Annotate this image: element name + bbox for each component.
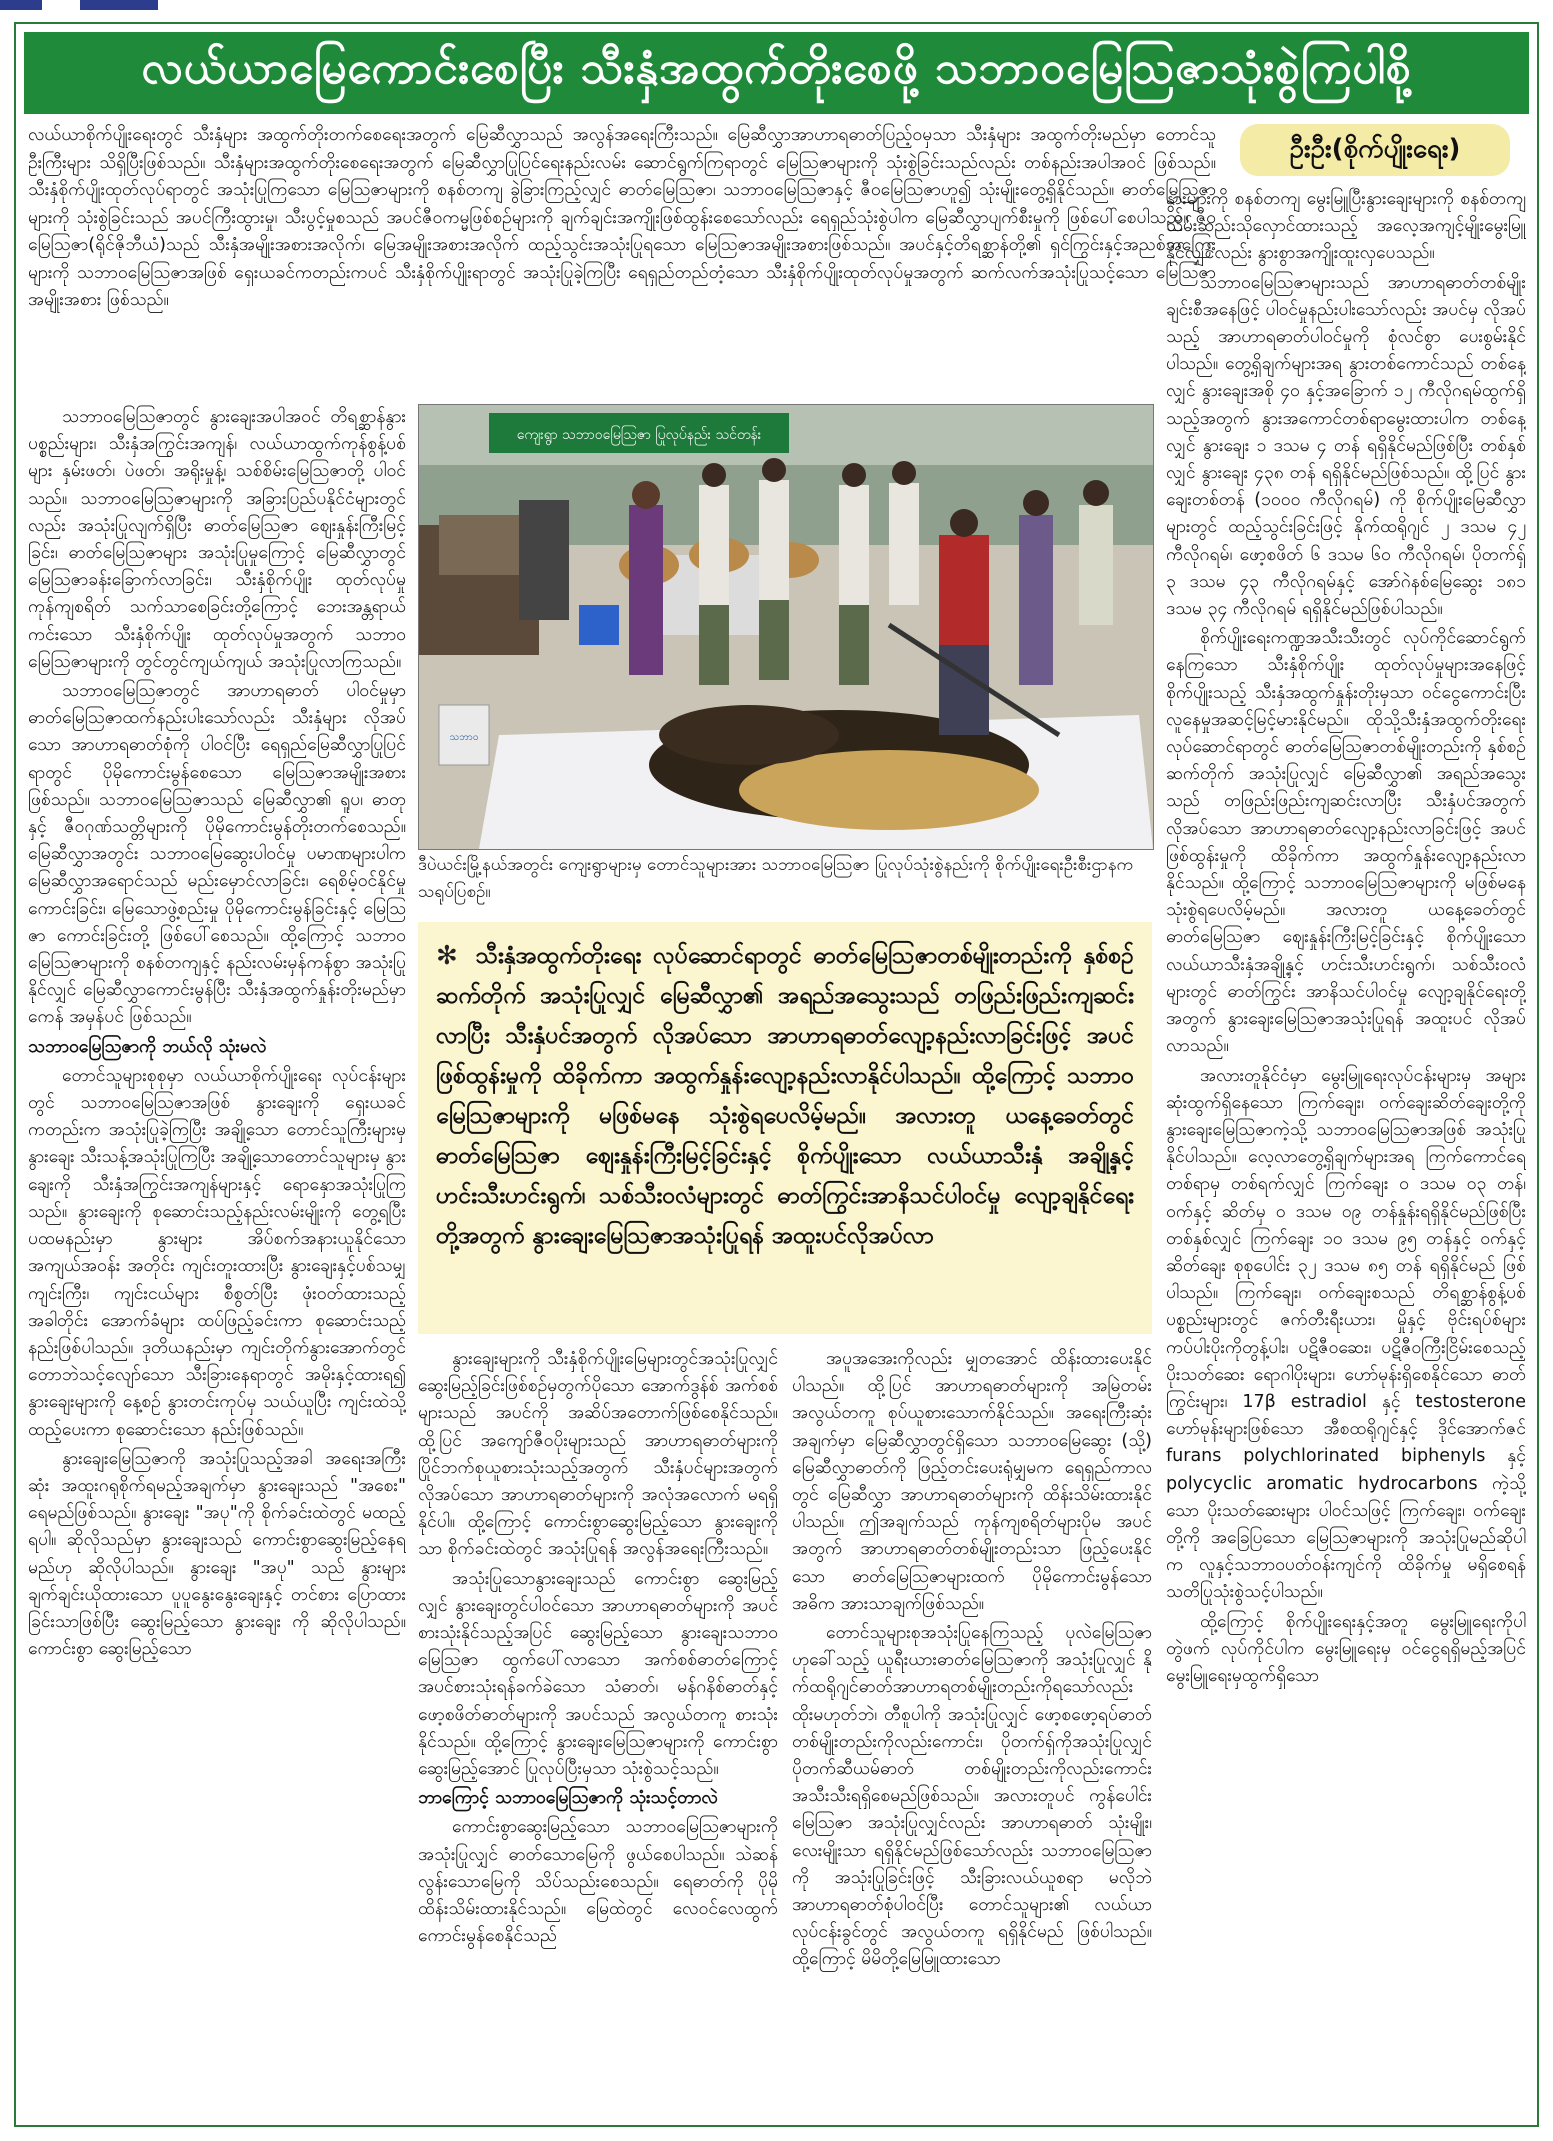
top-color-bar [0,0,1553,10]
section-heading: ဘာကြောင့် သဘာဝမြေဩဇာကို သုံးသင့်တာလဲ [418,1788,718,1809]
paragraph: သဘာဝမြေဩဇာတွင် အာဟာရဓာတ် ပါဝင်မှုမှာ ဓာတ်မြေဩဇာထက်နည်းပါးသော်လည်း သီးနှံများ လိုအပ်သော အာဟာရဓာတ်စုံကို ပါဝင်ပြီး ရေရှည်မြေဆီလွှာပြုပြင်ရာတွင် ပိုမိုကောင်းမွန်စေသော မြေဩဇာအမျိုးအစား ဖြစ်သည်။ သဘာဝမြေဩဇာသည် မြေဆီလွှာ၏ ရူပ၊ ဓာတုနှင့် ဇီဝဂုဏ်သတ္တိများကို ပိုမိုကောင်းမွန်တိုးတက်စေသည်။ မြေဆီလွှာအတွင်း သဘာဝမြေဆွေးပါဝင်မှု ပမာဏများပါက မြေဆီလွှာအရောင်သည် မည်းမှောင်လာခြင်း၊ ရေစိမ့်ဝင်နိုင်မှုကောင်းခြင်း၊ မြေသောဖွဲ့စည်းမှု ပိုမိုကောင်းမွန်ခြင်းနှင့် မြေသြဇာ ကောင်းခြင်းတို့ ဖြစ်ပေါ်စေသည်။ ထို့ကြောင့် သဘာဝမြေဩဇာများကို စနစ်တကျနှင့် နည်းလမ်းမှန်ကန်စွာ အသုံးပြုနိုင်လျှင် မြေဆီလွှာကောင်းမွန်ပြီး သီးနှံအထွက်နှုန်းတိုးမည်မှာ ကေန် အမှန်ပင် ဖြစ်သည်။ [28,681,406,1028]
news-photo [418,404,1154,850]
paragraph: တောင်သူများစုအသုံးပြုနေကြသည့် ပုလဲမြေဩဇာဟုခေါ်သည့် ယူရီးယားဓာတ်မြေဩဇာကို အသုံးပြုလျှင် နိုက်ထရိုဂျင်ဓာတ်အာဟာရတစ်မျိုးတည်းကိုရသော်လည်း ထိုးမဟုတ်ဘဲ၊ တီစူပါကို အသုံးပြုလျှင် ဖော့စဖော့ရပ်ဓာတ်တစ်မျိုးတည်းကိုလည်းကောင်း၊ ပိုတက်ရှ်ကိုအသုံးပြုလျှင် ပိုတက်ဆီယမ်ဓာတ် တစ်မျိုးတည်းကိုလည်းကောင်း အသီးသီးရရှိစေမည်ဖြစ်သည်။ အလားတူပင် ကွန်ပေါင်းမြေဩဇာ အသုံးပြုလျှင်လည်း အာဟာရဓာတ် သုံးမျိုး၊ လေးမျိုးသာ ရရှိနိုင်မည်ဖြစ်သော်လည်း သဘာဝမြေဩဇာကို အသုံးပြုခြင်းဖြင့် သီးခြားလယ်ယူစရာ မလိုဘဲ အာဟာရဓာတ်စုံပါဝင်ပြီး တောင်သူများ၏ လယ်ယာလုပ်ငန်းခွင်တွင် အလွယ်တကူ ရရှိနိုင်မည် ဖြစ်ပါသည်။ ထို့ကြောင့် မိမိတို့မြေမြူထားသော [792,1623,1152,1970]
paragraph: ကောင်းစွာဆွေးမြည့်သော သဘာဝမြေဩဇာများကို အသုံးပြုလျှင် ဓာတ်သောမြေကို ဖွယ်စေပါသည်။ သဲဆန်လွန်းသောမြေကို သိပ်သည်းစေသည်။ ရေဓာတ်ကို ပိုမိုထိန်းသိမ်းထားနိုင်သည်။ မြေထဲတွင် လေဝင်လေထွက် ကောင်းမွန်စေနိုင်သည် [418,1817,778,1947]
column-middle-b [792,1346,1152,2116]
asterisk-icon: ✻ [436,941,458,971]
paragraph: အလားတူနိုင်ငံမှာ မွေးမြူရေးလုပ်ငန်းများမှ အများဆုံးထွက်ရှိနေသော ကြက်ချေး၊ ဝက်ချေးဆိတ်ချေးတို့ကို နွားချေးမြေဩဇာကဲ့သို့ သဘာဝမြေဩဇာအဖြစ် အသုံးပြုနိုင်ပါသည်။ လေ့လာတွေ့ရှိချက်များအရ ကြက်ကောင်ရေတစ်ရာမှ တစ်ရက်လျှင် ကြက်ချေး ၀ ဒသမ ၀၃ တန်၊ ဝက်နှင့် ဆိတ်မှ ၀ ဒသမ ၀၉ တန်နှုန်းရရှိနိုင်မည်ဖြစ်ပြီး တစ်နှစ်လျှင် ကြက်ချေး ၁၀ ဒသမ ၉၅ တန်နှင့် ဝက်နှင့်ဆိတ်ချေး စုစုပေါင်း ၃၂ ဒသမ ၈၅ တန် ရရှိနိုင်မည် ဖြစ်ပါသည်။ ကြက်ချေး၊ ဝက်ချေးစသည် တိရစ္ဆာန်စွန့်ပစ်ပစ္စည်းများတွင် ဇက်တီးရီးယား၊ မှိုနှင့် ဗိုင်းရပ်စ်များ ကပ်ပါးပိုးကိုတွန့်ပါး၊ ပဋိဇီဝဆေး၊ ပဋိဇီဝကြီးငြိမ်းစေသည့် ပိုးသတ်ဆေး ရောဂါပိုးများ၊ ဟော်မုန်းရှိစေနိုင်သော ဓာတ်ကြွင်းများ၊ 17β estradiol နှင့် testosterone ဟော်မုန်းများဖြစ်သော အီစထရိုဂျင်နှင့် ဒိုင်အောက်ဇင် furans polychlorinated biphenyls နှင့် polycyclic aromatic hydrocarbons ကဲ့သို့သော ပိုးသတ်ဆေးများ ပါဝင်သဖြင့် ကြက်ချေး၊ ဝက်ချေးတို့ကို အခြေပြသော မြေဩဇာများကို အသုံးပြုမည်ဆိုပါက လူနှင့်သဘာဝပတ်ဝန်းကျင်ကို ထိခိုက်မှု မရှိစေရန် သတိပြုသုံးစွဲသင့်ပါသည်။ [1166,1065,1526,1603]
paragraph: သဘာဝမြေဩဇာတွင် နွားချေးအပါအဝင် တိရစ္ဆာန်နွားပစ္စည်းများ၊ သီးနှံအကြွင်းအကျန်၊ လယ်ယာထွက်ကုန်စွန့်ပစ်များ နှမ်းဖတ်၊ ပဲဖတ်၊ အရိုးမှုန့်၊ သစ်စိမ်းမြေဩဇာတို့ ပါဝင်သည်။ သဘာဝမြေဩဇာများကို အခြားပြည်ပနိုင်ငံများတွင်လည်း အသုံးပြုလျက်ရှိပြီး ဓာတ်မြေဩဇာ ဈေးနှုန်းကြီးမြင့်ခြင်း၊ ဓာတ်မြေဩဇာများ အသုံးပြုမှုကြောင့် မြေဆီလွှာတွင် မြေဩဇာခန်းခြောက်လာခြင်း၊ သီးနှံစိုက်ပျိုး ထုတ်လုပ်မှု ကုန်ကျစရိတ် သက်သာစေခြင်းတို့ကြောင့် ဘေးအန္တရာယ်ကင်းသော သီးနှံစိုက်ပျိုး ထုတ်လုပ်မှုအတွက် သဘာဝမြေဩဇာများကို တွင်တွင်ကျယ်ကျယ် အသုံးပြုလာကြသည်။ [28,407,406,672]
column-middle-a [418,1346,778,2116]
paragraph: အပူအအေးကိုလည်း မျှတအောင် ထိန်းထားပေးနိုင်ပါသည်။ ထို့ပြင် အာဟာရဓာတ်များကို အမြဲတမ်း အလွယ်တကူ စုပ်ယူစားသောက်နိုင်သည်။ အရေးကြီးဆုံးအချက်မှာ မြေဆီလွှာတွင်ရှိသော သဘာဝမြေဆွေး (သို့) မြေဆီလွှာဓာတ်ကို ဖြည့်တင်းပေးရုံမျှမက ရေရှည်ကာလတွင် မြေဆီလွှာ အာဟာရဓာတ်များကို ထိန်းသိမ်းထားနိုင်ပါသည်။ ဤအချက်သည် ကုန်ကျစရိတ်များပိုမ အပင်အတွက် အာဟာရဓာတ်တစ်မျိုးတည်းသာ ဖြည့်ပေးနိုင်သော ဓာတ်မြေဩဇာများထက် ပိုမိုကောင်းမွန်သော အဓိက အားသာချက်ဖြစ်သည်။ [792,1349,1152,1614]
photo-illustration [419,405,1153,849]
paragraph: စိုက်ပျိုးရေးကဏ္ဍအသီးသီးတွင် လုပ်ကိုင်ဆောင်ရွက်နေကြသော သီးနှံစိုက်ပျိုး ထုတ်လုပ်မှုများအနေဖြင့် စိုက်ပျိုးသည့် သီးနှံအထွက်နှုန်းတိုးမှသာ ဝင်ငွေကောင်းပြီး လူနေမှုအဆင့်မြင့်မားနိုင်မည်။ ထိုသို့သီးနှံအထွက်တိုးရေး လုပ်ဆောင်ရာတွင် ဓာတ်မြေဩဇာတစ်မျိုးတည်းကို နှစ်စဉ်ဆက်တိုက် အသုံးပြုလျှင် မြေဆီလွှာ၏ အရည်အသွေးသည် တဖြည်းဖြည်းကျဆင်းလာပြီး သီးနှံပင်အတွက် လိုအပ်သော အာဟာရဓာတ်လျော့နည်းလာခြင်းဖြင့် အပင်ဖြစ်ထွန်းမှုကို ထိခိုက်ကာ အထွက်နှုန်းလျော့နည်းလာနိုင်သည်။ ထို့ကြောင့် သဘာဝမြေဩဇာများကို မဖြစ်မနေ သုံးစွဲရပေလိမ့်မည်။ အလားတူ ယနေ့ခေတ်တွင် ဓာတ်မြေဩဇာ ဈေးနှုန်းကြီးမြင့်ခြင်းနှင့် စိုက်ပျိုးသော လယ်ယာသီးနှံအချို့နှင့် ဟင်းသီးဟင်းရွက်၊ သစ်သီးဝလံများတွင် ဓာတ်ကြွင်း အာနိသင်ပါဝင်မှု လျော့ချနိုင်ရေးတို့အတွက် နွားချေးမြေဩဇာအသုံးပြုရန် အထူးပင် လိုအပ်လာသည်။ [1166,628,1526,1057]
paragraph: နွားချေးမြေဩဇာကို အသုံးပြုသည့်အခါ အရေးအကြီးဆုံး အထူးဂရုစိုက်ရမည့်အချက်မှာ နွားချေးသည် "အစေး" ရေမည်ဖြစ်သည်။ နွားချေး "အပု"ကို စိုက်ခင်းထဲတွင် မထည့်ရပါ။ ဆိုလိုသည်မှာ နွားချေးသည် ကောင်းစွာဆွေးမြည့်နေရမည်ဟု ဆိုလိုပါသည်။ နွားချေး "အပု" သည် နွားများ ချက်ချင်းယိုထားသော ပူပူနွေးနွေးချေးနှင့် တင်စား ပြောထားခြင်းသာဖြစ်ပြီး ဆွေးမြည့်သော နွားချေး ကို ဆိုလိုပါသည်။ ကောင်းစွာ ဆွေးမြည့်သော [28,1448,406,1660]
paragraph: အသုံးပြုသောနွားချေးသည် ကောင်းစွာ ဆွေးမြည့်လျှင် နွားချေးတွင်ပါဝင်သော အာဟာရဓာတ်များကို အပင်စားသုံးနိုင်သည့်အပြင် ဆွေးမြည့်သော နွားချေးသဘာဝမြေဩဇာ ထွက်ပေါ်လာသော အက်စစ်ဓာတ်ကြောင့် အပင်စားသုံးရန်ခက်ခဲသော သံဓာတ်၊ မန်ဂနိစ်ဓာတ်နှင့် ဖော့စဖိတ်ဓာတ်များကို အပင်သည် အလွယ်တကူ စားသုံးနိုင်သည်။ ထို့ကြောင့် နွားချေးမြေဩဇာများကို ကောင်းစွာဆွေးမြည့်အောင် ပြုလုပ်ပြီးမှသာ သုံးစွဲသင့်သည်။ [418,1568,778,1780]
lead-paragraph [28,122,1216,394]
top-bar-block [0,0,42,10]
page-title: လယ်ယာမြေကောင်းစေပြီး သီးနှံအထွက်တိုးစေဖို့ သဘာဝမြေဩဇာသုံးစွဲကြပါစို့ [24,32,1529,114]
pull-quote [418,922,1152,1334]
paragraph: တောင်သူများစုစုမှာ လယ်ယာစိုက်ပျိုးရေး လုပ်ငန်းများတွင် သဘာဝမြေဩဇာအဖြစ် နွားချေးကို ရှေးယခင်ကတည်းက အသုံးပြုခဲ့ကြပြီး အချို့သော တောင်သူကြီးများမှ နွားချေး သီးသန့်အသုံးပြုကြပြီး အချို့သောတောင်သူများမှ နွားချေးကို သီးနှံအကြွင်းအကျန်များနှင့် ရောနှောအသုံးပြုကြသည်။ နွားချေးကို စုဆောင်းသည့်နည်းလမ်းမျိုးကို တွေ့ရပြီး ပထမနည်းမှာ နွားများ အိပ်စက်အနားယူနိုင်သော အကျယ်အဝန်း အတိုင်း ကျင်းတူးထားပြီး နွားချေးနှင့်ပစ်သမျှ ကျင်းကြီး၊ ကျင်းငယ်များ စီစွတ်ပြီး ဖုံးဝတ်ထားသည့် အခါတိုင်း အောက်ခံများ ထပ်ဖြည့်ခင်းကာ စုဆောင်းသည့်နည်းဖြစ်ပါသည်။ ဒုတိယနည်းမှာ ကျင်းတိုက်နွားအောက်တွင် တောဘဲသင့်လျော်သော သီးခြားနေရာတွင် အမိုးနှင့်ထားရ၍ နွားချေးများကို နေ့စဉ် နွားတင်းကုပ်မှ သယ်ယူပြီး ကျင်းထဲသို့ ထည့်ပေးကာ စုဆောင်းသော နည်းဖြစ်သည်။ [28,1065,406,1440]
column-left [28,404,406,2116]
section-heading: သဘာဝမြေဩဇာကို ဘယ်လို သုံးမလဲ [28,1036,267,1057]
pull-quote-text: သီးနှံအထွက်တိုးရေး လုပ်ဆောင်ရာတွင် ဓာတ်မြေဩဇာတစ်မျိုးတည်းကို နှစ်စဉ်ဆက်တိုက် အသုံးပြုလျှင် မြေဆီလွှာ၏ အရည်အသွေးသည် တဖြည်းဖြည်းကျဆင်းလာပြီး သီးနှံပင်အတွက် လိုအပ်သော အာဟာရဓာတ်လျော့နည်းလာခြင်းဖြင့် အပင်ဖြစ်ထွန်းမှုကို ထိခိုက်ကာ အထွက်နှုန်းလျော့နည်းလာနိုင်ပါသည်။ ထို့ကြောင့် သဘာဝမြေဩဇာများကို မဖြစ်မနေ သုံးစွဲရပေလိမ့်မည်။ အလားတူ ယနေ့ခေတ်တွင် ဓာတ်မြေဩဇာ ဈေးနှုန်းကြီးမြင့်ခြင်းနှင့် စိုက်ပျိုးသော လယ်ယာသီးနှံ အချို့နှင့် ဟင်းသီးဟင်းရွက်၊ သစ်သီးဝလံများတွင် ဓာတ်ကြွင်းအာနိသင်ပါဝင်မှု လျော့ချနိုင်ရေးတို့အတွက် နွားချေးမြေဩဇာအသုံးပြုရန် အထူးပင်လိုအပ်လာ [436,943,1134,1249]
paragraph: ထို့ကြောင့် စိုက်ပျိုးရေးနှင့်အတူ မွေးမြူရေးကိုပါ တွဲဖက် လုပ်ကိုင်ပါက မွေးမြူရေးမှ ဝင်ငွေရရှိမည့်အပြင် မွေးမြူရေးမှထွက်ရှိသော [1166,1611,1526,1686]
column-right [1166,186,1526,2116]
author-byline: ဦးဦး(စိုက်ပျိုးရေး) [1240,124,1510,176]
top-bar-block [80,0,158,10]
paragraph: သဘာဝမြေဩဇာများသည် အာဟာရဓာတ်တစ်မျိုးချင်းစီအနေဖြင့် ပါဝင်မှုနည်းပါးသော်လည်း အပင်မှ လိုအပ်သည့် အာဟာရဓာတ်ပါဝင်မှုကို စုံလင်စွာ ပေးစွမ်းနိုင်ပါသည်။ တွေ့ရှိချက်များအရ နွားတစ်ကောင်သည် တစ်နေ့လျှင် နွားချေးအစို ၄၀ နှင့်အခြောက် ၁၂ ကီလိုဂရမ်ထွက်ရှိသည့်အတွက် နွားအကောင်တစ်ရာမွေးထားပါက တစ်နေ့လျှင် နွားချေး ၁ ဒသမ ၄ တန် ရရှိနိုင်မည်ဖြစ်ပြီး တစ်နှစ်လျှင် နွားချေး ၄၃၈ တန် ရရှိနိုင်မည်ဖြစ်သည်။ ထို့ပြင် နွားချေးတစ်တန် (၁၀၀၀ ကီလိုဂရမ်) ကို စိုက်ပျိုးမြေဆီလွှာများတွင် ထည့်သွင်းခြင်းဖြင့် နိုက်ထရိုဂျင် ၂ ဒသမ ၄၂ ကီလိုဂရမ်၊ ဖော့စဖိတ် ၆ ဒသမ ၆၀ ကီလိုဂရမ်၊ ပိုတက်ရှ် ၃ ဒသမ ၄၃ ကီလိုဂရမ်နှင့် အော်ဂဲနစ်မြေဆွေး ၁၈၁ ဒသမ ၃၄ ကီလိုဂရမ် ရရှိနိုင်မည်ဖြစ်ပါသည်။ [1166,272,1526,620]
paragraph: နွားချေးများကို သီးနှံစိုက်ပျိုးမြေများတွင်အသုံးပြုလျှင် ဆွေးမြည့်ခြင်းဖြစ်စဉ်မှတွက်ပိုသော အောက်ဒွန်စ် အက်စစ်များသည် အပင်ကို အဆိပ်အတောက်ဖြစ်စေနိုင်သည်။ ထို့ပြင် အကျော်ဇီဝပိုးများသည် အာဟာရဓာတ်များကို ပြိုင်ဘက်စုယူစားသုံးသည့်အတွက် သီးနှံပင်များအတွက် လိုအပ်သော အာဟာရဓာတ်များကို အလုံအလောက် မရရှိနိုင်ပါ။ ထို့ကြောင့် ကောင်းစွာဆွေးမြည့်သော နွားချေးကိုသာ စိုက်ခင်းထဲတွင် အသုံးပြုရန် အလွန်အရေးကြီးသည်။ [418,1349,778,1560]
banner-text: ကျေးရွာ သဘာဝမြေဩဇာ ပြုလုပ်နည်း သင်တန်း [516,427,762,443]
lead-text: လယ်ယာစိုက်ပျိုးရေးတွင် သီးနှံများ အထွက်တိုးတက်စေရေးအတွက် မြေဆီလွှာသည် အလွန်အရေးကြီးသည်။ မြေဆီလွှာအာဟာရဓာတ်ပြည့်ဝမှသာ သီးနှံများ အထွက်တိုးမည်မှာ တောင်သူဦးကြီးများ သိရှိပြီးဖြစ်သည်။ သီးနှံများအထွက်တိုးစေရေးအတွက် မြေဆီလွှာပြုပြင်ရေးနည်းလမ်း ဆောင်ရွက်ကြရာတွင် မြေဩဇာများကို သုံးစွဲခြင်းသည်လည်း တစ်နည်းအပါအဝင် ဖြစ်သည်။ သီးနှံစိုက်ပျိုးထုတ်လုပ်ရာတွင် အသုံးပြုကြသော မြေဩဇာများကို စနစ်တကျ ခွဲခြားကြည့်လျှင် ဓာတ်မြေဩဇာ၊ သဘာဝမြေဩဇာနှင့် ဇီဝမြေဩဇာဟူ၍ သုံးမျိုးတွေ့ရှိနိုင်သည်။ ဓာတ်မြေဩဇာများကို သုံးစွဲခြင်းသည် အပင်ကြီးထွားမှု၊ သီးပွင့်မှုစသည် အပင်ဇီဝကမ္မဖြစ်စဉ်များကို ချက်ချင်းအကျိုးဖြစ်ထွန်းစေသော်လည်း ရေရှည်သုံးစွဲပါက မြေဆီလွှာပျက်စီးမှုကို ဖြစ်ပေါ်စေပါသည်။ ဇီဝမြေဩဇာ(ရိုင်ဇိုဘီယံ)သည် သီးနှံအမျိုးအစားအလိုက်၊ မြေအမျိုးအစားအလိုက် ထည့်သွင်းအသုံးပြုရသော မြေဩဇာအမျိုးအစားဖြစ်သည်။ အပင်နှင့်တိရစ္ဆာန်တို့၏ ရှင်ကြွင်းနှင့်အညစ်အကြေးများကို သဘာဝမြေဩဇာအဖြစ် ရှေးယခင်ကတည်းကပင် သီးနှံစိုက်ပျိုးရာတွင် အသုံးပြုခဲ့ကြပြီး ရေရှည်တည်တံ့သော သီးနှံစိုက်ပျိုးထုတ်လုပ်မှုအတွက် ဆက်လက်အသုံးပြုသင့်သော မြေဩဇာအမျိုးအစား ဖြစ်သည်။ [28,125,1216,310]
paragraph: နွားများကို စနစ်တကျ မွေးမြူပြီးနွားချေးများကို စနစ်တကျ သိမ်းဆည်းသိုလှောင်ထားသည့် အလေ့အကျင့်မျိုးမွေးမြူနိုင်လျှင်လည်း နွားစွာအကျိုးထူးလှပေသည်။ [1166,189,1526,264]
photo-caption: ဒီပဲယင်းမြို့နယ်အတွင်း ကျေးရွာများမှ တောင်သူများအား သဘာဝမြေဩဇာ ပြုလုပ်သုံးစွဲနည်းကို စိုက်ပျိုးရေးဦးစီးဌာနက သရုပ်ပြစဉ်။ [418,855,1134,902]
sack-label: သဘာဝ [449,732,479,743]
